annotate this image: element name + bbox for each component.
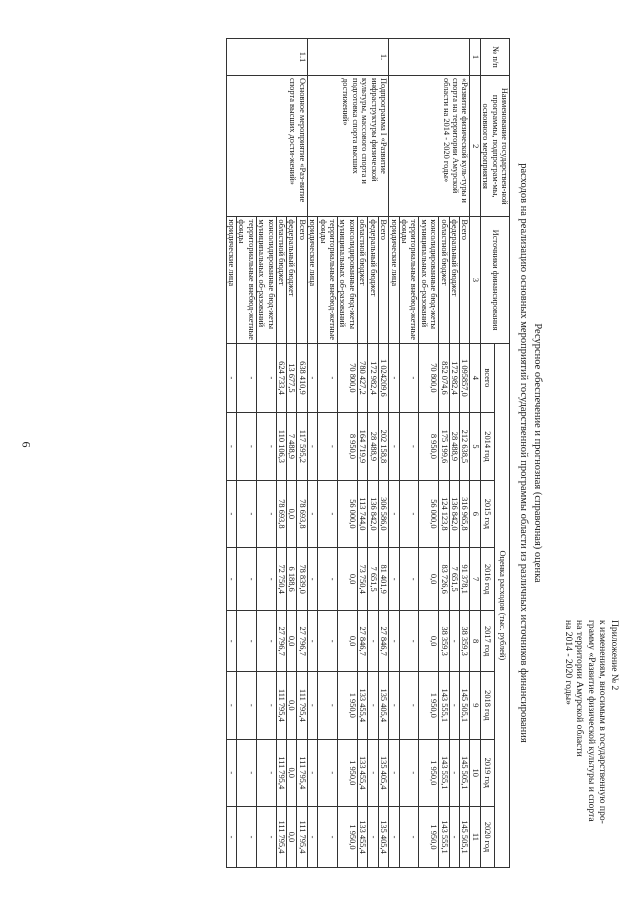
year-value: 136 842,0	[449, 480, 459, 547]
year-value: -	[307, 480, 317, 547]
year-value: 83 726,6	[439, 548, 449, 611]
year-value: 91 378,1	[459, 548, 469, 611]
year-value: 56 000,0	[338, 480, 358, 547]
year-value: 1 950,0	[419, 806, 439, 867]
year-value: 38 359,3	[459, 611, 469, 672]
year-value: 8 950,0	[419, 413, 439, 480]
year-value: 143 555,1	[439, 672, 449, 739]
year-value: 27 846,7	[378, 611, 388, 672]
header-name: Наименование государствен-ной программы, подпрограм-мы, основного мероприятия	[480, 75, 509, 216]
header-year: 2016 год	[480, 548, 495, 611]
year-value: -	[237, 548, 257, 611]
year-value: 78 693,8	[297, 480, 307, 547]
total-value: 638 410,9	[297, 343, 307, 413]
year-value: 306 586,0	[378, 480, 388, 547]
total-value: 1 024209,6	[378, 343, 388, 413]
year-value: -	[389, 548, 399, 611]
year-value: -	[307, 806, 317, 867]
year-value: 27 846,7	[357, 611, 367, 672]
funding-source: консолидированные бюд-жеты муниципальных об-разований	[419, 217, 439, 343]
column-index: 3	[470, 217, 480, 343]
funding-source: территориальные внебюд-жетные фонды	[237, 217, 257, 343]
year-value: 111 795,4	[276, 672, 286, 739]
table-row	[297, 39, 307, 868]
year-value: -	[449, 806, 459, 867]
year-value: 111 795,4	[276, 739, 286, 806]
funding-source: областной бюджет	[357, 217, 367, 343]
year-value: -	[399, 413, 419, 480]
year-value: 6 188,6	[287, 548, 297, 611]
year-value: 136 842,0	[368, 480, 378, 547]
year-value: -	[368, 611, 378, 672]
funding-source: федеральный бюджет	[449, 217, 459, 343]
year-value: -	[256, 548, 276, 611]
year-value: -	[307, 548, 317, 611]
total-value: -	[389, 343, 399, 413]
year-value: -	[399, 611, 419, 672]
header-year: 2014 год	[480, 413, 495, 480]
table-body	[226, 39, 470, 868]
funding-source: территориальные внебюд-жетные фонды	[399, 217, 419, 343]
year-value: 133 455,4	[357, 806, 367, 867]
year-value: 72 750,4	[276, 548, 286, 611]
year-value: -	[399, 480, 419, 547]
funding-source: Всего	[378, 217, 388, 343]
total-value: -	[399, 343, 419, 413]
year-value: -	[226, 413, 236, 480]
total-value: 172 982,4	[449, 343, 459, 413]
appendix-line: грамму «Развитие физической культуры и спорта	[586, 620, 597, 822]
year-value: -	[399, 672, 419, 739]
appendix-note	[563, 620, 621, 860]
year-value: -	[389, 672, 399, 739]
year-value: -	[449, 739, 459, 806]
year-value: 145 505,1	[459, 739, 469, 806]
year-value: 113 744,0	[357, 480, 367, 547]
year-value: 0,0	[287, 480, 297, 547]
funding-source: федеральный бюджет	[368, 217, 378, 343]
year-value: -	[318, 611, 338, 672]
year-value: -	[389, 739, 399, 806]
year-value: 0,0	[419, 611, 439, 672]
total-value: -	[226, 343, 236, 413]
column-index: 1	[470, 39, 480, 76]
program-name: Подпрограмма I «Развитие инфраструктуры физической культуры, массового спорта и подготовка спорта высших достижений»	[307, 75, 388, 216]
document-title	[516, 78, 544, 828]
year-value: 0,0	[287, 806, 297, 867]
year-value: -	[449, 672, 459, 739]
funding-source: юридические лица	[226, 217, 236, 343]
funding-source: консолидированные бюд-жеты муниципальных об-разований	[338, 217, 358, 343]
total-value: -	[237, 343, 257, 413]
year-value: 78 693,8	[276, 480, 286, 547]
year-value: 27 796,7	[276, 611, 286, 672]
funding-source: Всего	[297, 217, 307, 343]
year-value: -	[389, 480, 399, 547]
header-source: Источники финансирования	[480, 217, 509, 343]
column-index: 2	[470, 75, 480, 216]
program-name: «Развитие физической куль-туры и спорта на территории Амурской области на 2014 - 2020 годы»	[389, 75, 470, 216]
year-value: -	[389, 611, 399, 672]
year-value: 0,0	[338, 611, 358, 672]
year-value: -	[226, 739, 236, 806]
header-total: всего	[480, 343, 495, 413]
year-value: -	[318, 480, 338, 547]
program-name: Основное мероприятие «Раз-витие спорта высших дости-жений»	[226, 75, 307, 216]
year-value: 27 796,7	[297, 611, 307, 672]
year-value: -	[399, 739, 419, 806]
column-index: 7	[470, 548, 480, 611]
year-value: 133 455,4	[357, 672, 367, 739]
year-value: -	[389, 806, 399, 867]
year-value: 1 950,0	[419, 739, 439, 806]
total-value: 624 733,4	[276, 343, 286, 413]
year-value: 135 405,4	[378, 806, 388, 867]
year-value: -	[368, 739, 378, 806]
year-value: 56 000,0	[419, 480, 439, 547]
header-year: 2020 год	[480, 806, 495, 867]
year-value: -	[237, 672, 257, 739]
year-value: -	[318, 672, 338, 739]
total-value: -	[256, 343, 276, 413]
year-value: 110 106,3	[276, 413, 286, 480]
year-value: 111 795,4	[297, 739, 307, 806]
total-value: 70 800,0	[419, 343, 439, 413]
appendix-line: на 2014 - 2020 годы»	[563, 620, 574, 705]
funding-source: консолидированные бюд-жеты муниципальных об-разований	[256, 217, 276, 343]
year-value: 145 505,1	[459, 806, 469, 867]
table-row	[459, 39, 469, 868]
header-year: 2017 год	[480, 611, 495, 672]
total-value: 1 095857,0	[459, 343, 469, 413]
total-value: 172 982,4	[368, 343, 378, 413]
total-value: 13 677,5	[287, 343, 297, 413]
year-value: 8 950,0	[338, 413, 358, 480]
appendix-line: Приложение № 2	[609, 620, 620, 691]
funding-source: Всего	[459, 217, 469, 343]
funding-source: федеральный бюджет	[287, 217, 297, 343]
year-value: 28 488,9	[449, 413, 459, 480]
funding-source: юридические лица	[307, 217, 317, 343]
year-value: 7 651,5	[449, 548, 459, 611]
header-no: № п/п	[480, 39, 509, 76]
year-value: -	[226, 672, 236, 739]
year-value: -	[237, 806, 257, 867]
year-value: -	[256, 413, 276, 480]
header-year: 2015 год	[480, 480, 495, 547]
appendix-line: на территории Амурской области	[574, 620, 586, 757]
year-value: -	[318, 548, 338, 611]
header-estimate: Оценка расходов (тыс. рублей)	[495, 343, 510, 867]
year-value: -	[226, 548, 236, 611]
row-number: 1.1	[226, 39, 307, 76]
year-value: 1 950,0	[338, 806, 358, 867]
year-value: -	[237, 739, 257, 806]
header-year: 2019 год	[480, 739, 495, 806]
year-value: 124 123,8	[439, 480, 449, 547]
year-value: 38 359,3	[439, 611, 449, 672]
year-value: 164 719,9	[357, 413, 367, 480]
year-value: 202 158,8	[378, 413, 388, 480]
column-index: 5	[470, 413, 480, 480]
column-index: 10	[470, 739, 480, 806]
year-value: -	[368, 806, 378, 867]
year-value: 0,0	[419, 548, 439, 611]
document-sheet	[50, 38, 620, 868]
year-value: 145 505,1	[459, 672, 469, 739]
funding-source: областной бюджет	[439, 217, 449, 343]
year-value: 0,0	[287, 739, 297, 806]
column-index: 8	[470, 611, 480, 672]
year-value: -	[256, 611, 276, 672]
year-value: -	[318, 413, 338, 480]
year-value: -	[318, 806, 338, 867]
year-value: 133 455,4	[357, 739, 367, 806]
year-value: 111 795,4	[276, 806, 286, 867]
year-value: -	[237, 611, 257, 672]
year-value: 78 839,0	[297, 548, 307, 611]
appendix-line: к изменениям, вносимым в государственную про-	[597, 620, 609, 824]
row-number: 1.	[307, 39, 388, 76]
year-value: -	[256, 739, 276, 806]
year-value: 0,0	[287, 672, 297, 739]
year-value: -	[256, 480, 276, 547]
year-value: -	[318, 739, 338, 806]
page-number: 6	[19, 441, 34, 448]
year-value: 81 401,9	[378, 548, 388, 611]
column-index-row	[470, 39, 480, 868]
funding-source: территориальные внебюд-жетные фонды	[318, 217, 338, 343]
year-value: 316 965,8	[459, 480, 469, 547]
year-value: 175 199,6	[439, 413, 449, 480]
year-value: 143 555,1	[439, 739, 449, 806]
year-value: 1 950,0	[338, 672, 358, 739]
year-value: 1 950,0	[419, 672, 439, 739]
year-value: -	[389, 413, 399, 480]
year-value: -	[399, 548, 419, 611]
year-value: -	[307, 739, 317, 806]
year-value: 117 595,2	[297, 413, 307, 480]
column-index: 4	[470, 343, 480, 413]
column-index: 6	[470, 480, 480, 547]
year-value: 0,0	[338, 548, 358, 611]
year-value: -	[256, 672, 276, 739]
funding-source: областной бюджет	[276, 217, 286, 343]
total-value: 70 800,0	[338, 343, 358, 413]
total-value: 780 427,2	[357, 343, 367, 413]
funding-table	[226, 38, 510, 868]
funding-source: юридические лица	[389, 217, 399, 343]
year-value: -	[449, 611, 459, 672]
year-value: 111 795,4	[297, 672, 307, 739]
year-value: -	[237, 480, 257, 547]
year-value: -	[256, 806, 276, 867]
year-value: -	[399, 806, 419, 867]
year-value: -	[226, 806, 236, 867]
year-value: 1 950,0	[338, 739, 358, 806]
year-value: -	[307, 672, 317, 739]
total-value: -	[307, 343, 317, 413]
column-index: 9	[470, 672, 480, 739]
year-value: -	[307, 413, 317, 480]
total-value: 852 074,6	[439, 343, 449, 413]
year-value: -	[307, 611, 317, 672]
table-row	[378, 39, 388, 868]
year-value: -	[368, 672, 378, 739]
title-line-2: расходов на реализацию основных мероприятий государственной программы области из различных источников финансирования	[518, 163, 529, 743]
year-value: 111 795,4	[297, 806, 307, 867]
year-value: 143 555,1	[439, 806, 449, 867]
year-value: -	[237, 413, 257, 480]
year-value: 0,0	[287, 611, 297, 672]
year-value: 73 750,4	[357, 548, 367, 611]
year-value: 28 488,9	[368, 413, 378, 480]
year-value: 7 651,5	[368, 548, 378, 611]
year-value: 135 405,4	[378, 672, 388, 739]
year-value: -	[226, 480, 236, 547]
year-value: 135 405,4	[378, 739, 388, 806]
title-line-1: Ресурсное обеспечение и прогнозная (справочная) оценка	[532, 323, 543, 583]
year-value: 212 638,5	[459, 413, 469, 480]
row-number	[389, 39, 470, 76]
year-value: 7 488,9	[287, 413, 297, 480]
total-value: -	[318, 343, 338, 413]
column-index: 11	[470, 806, 480, 867]
header-year: 2018 год	[480, 672, 495, 739]
year-value: -	[226, 611, 236, 672]
